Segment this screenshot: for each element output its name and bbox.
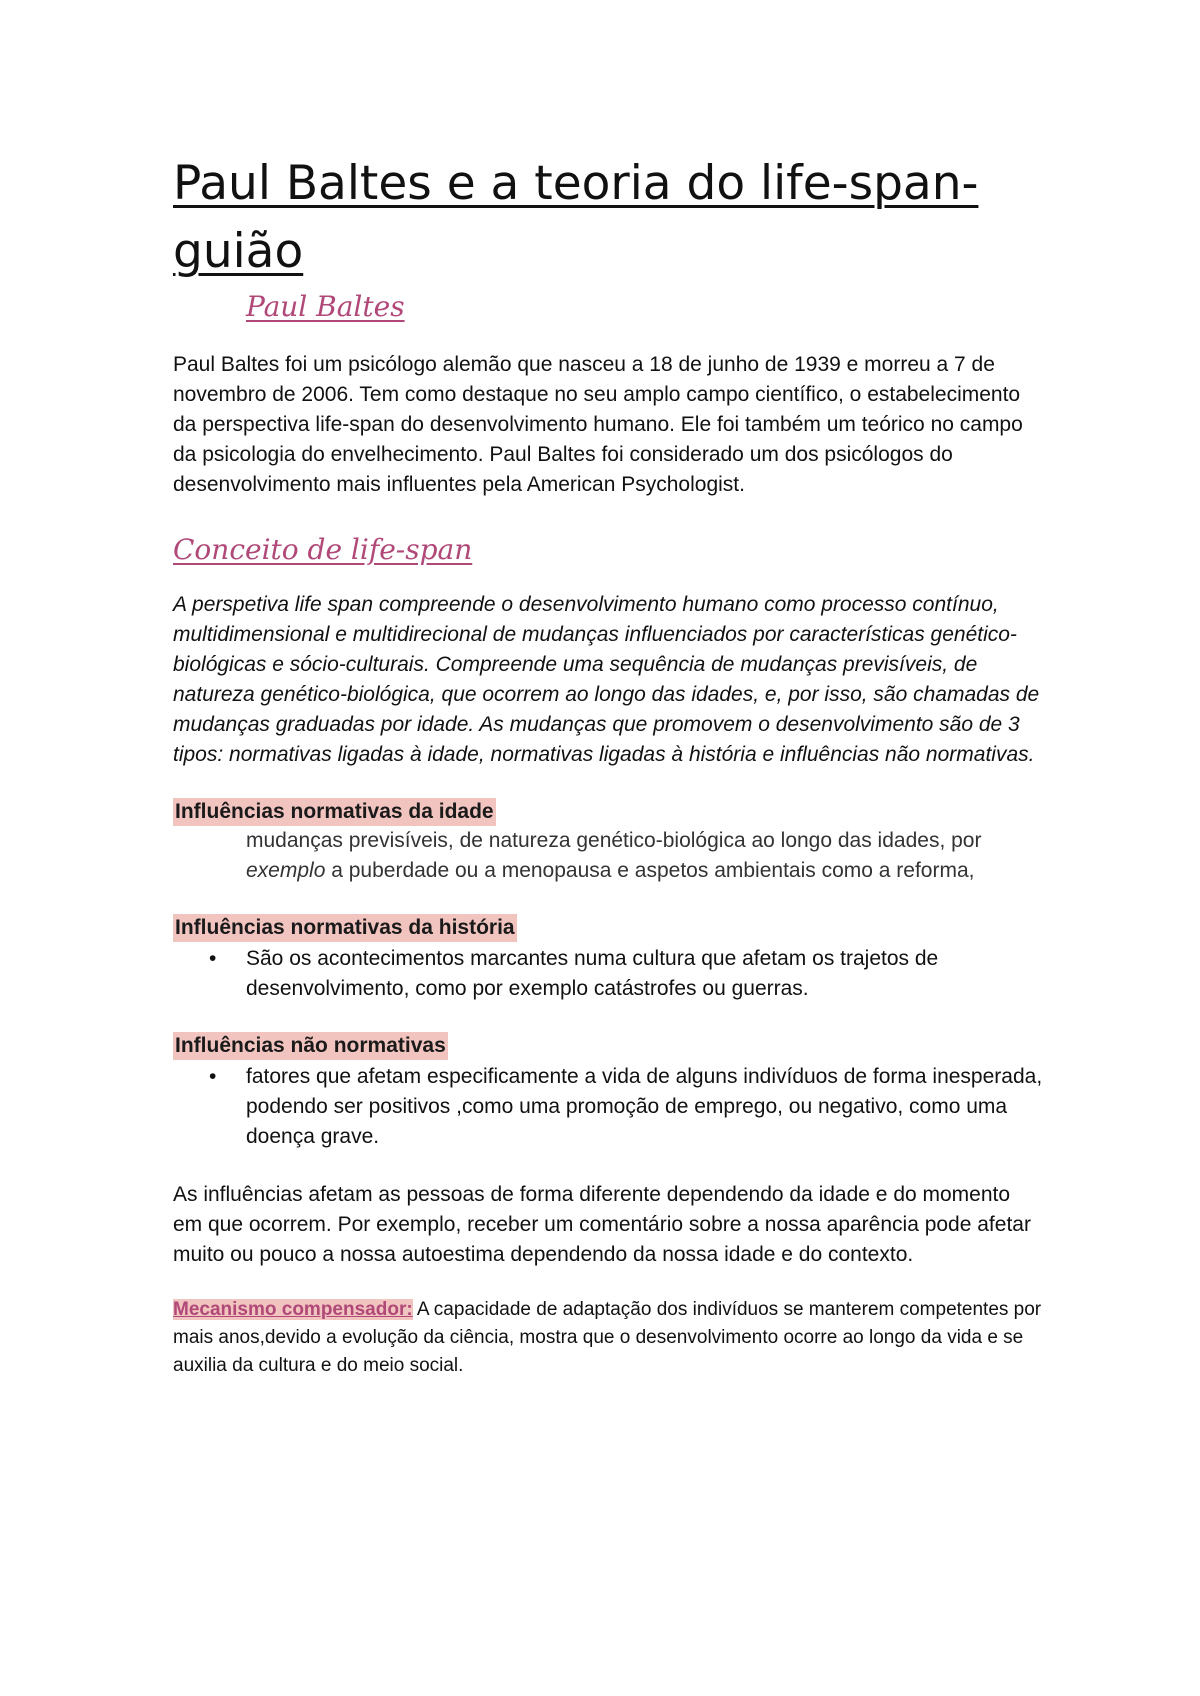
section-heading: Influências normativas da história xyxy=(173,914,517,942)
list-item-text: São os acontecimentos marcantes numa cultura que afetam os trajetos de desenvolvimento, como por exemplo catástrofes ou guerras. xyxy=(246,947,939,1000)
list-item xyxy=(173,1062,1043,1152)
mechanism-paragraph xyxy=(173,1296,1043,1380)
mechanism-text: A capacidade de adaptação dos indivíduos se manterem competentes por mais anos,devido a evolução da ciência, mostra que o desenvolvimento ocorre ao longo da vida e se auxilia da cultura e do meio social. xyxy=(173,1299,1042,1376)
section-heading: Influências normativas da idade xyxy=(173,798,496,826)
document-body xyxy=(173,150,1043,1380)
section-text-start: mudanças previsíveis, de natureza genético-biológica ao longo das idades, por xyxy=(246,829,982,852)
list-item-text: fatores que afetam especificamente a vida de alguns indivíduos de forma inesperada, podendo ser positivos ,como uma promoção de emprego, ou negativo, como uma doença grave. xyxy=(246,1065,1043,1148)
section-age-influences xyxy=(173,798,1043,886)
concept-heading: Conceito de life-span xyxy=(173,533,473,566)
list-item xyxy=(173,944,1043,1004)
mechanism-label: Mecanismo compensador: xyxy=(173,1299,413,1320)
section-heading: Influências não normativas xyxy=(173,1032,448,1060)
closing-paragraph: As influências afetam as pessoas de forma diferente dependendo da idade e do momento em que ocorrem. Por exemplo, receber um comentário sobre a nossa aparência pode afetar muito ou pouco a nossa autoestima dependendo da nossa idade e do contexto. xyxy=(173,1183,1031,1266)
bullet-icon: • xyxy=(209,1065,217,1088)
section-text-italic: exemplo xyxy=(246,859,326,882)
concept-paragraph: A perspetiva life span compreende o desenvolvimento humano como processo contínuo, multidimensional e multidirecional de mudanças influenciados por características genético-biológicas e sócio-culturais. Compreende uma sequência de mudanças previsíveis, de natureza genético-biológica, que ocorrem ao longo das idades, e, por isso, são chamadas de mudanças graduadas por idade. As mudanças que promovem o desenvolvimento são de 3 tipos: normativas ligadas à idade, normativas ligadas à história e influências não normativas. xyxy=(173,593,1040,766)
bullet-list xyxy=(173,944,1043,1004)
subtitle: Paul Baltes xyxy=(246,290,405,323)
section-history-influences xyxy=(173,914,1043,1004)
document-title: Paul Baltes e a teoria do life-span-guião xyxy=(173,156,979,279)
intro-paragraph: Paul Baltes foi um psicólogo alemão que nasceu a 18 de junho de 1939 e morreu a 7 de novembro de 2006. Tem como destaque no seu amplo campo científico, o estabelecimento da perspectiva life-span do desenvolvimento humano. Ele foi também um teórico no campo da psicologia do envelhecimento. Paul Baltes foi considerado um dos psicólogos do desenvolvimento mais influentes pela American Psychologist. xyxy=(173,353,1023,496)
section-text-end: a puberdade ou a menopausa e aspetos ambientais como a reforma, xyxy=(325,859,975,882)
section-text xyxy=(246,826,1043,886)
section-non-normative-influences xyxy=(173,1032,1043,1152)
bullet-icon: • xyxy=(209,947,217,970)
bullet-list xyxy=(173,1062,1043,1152)
